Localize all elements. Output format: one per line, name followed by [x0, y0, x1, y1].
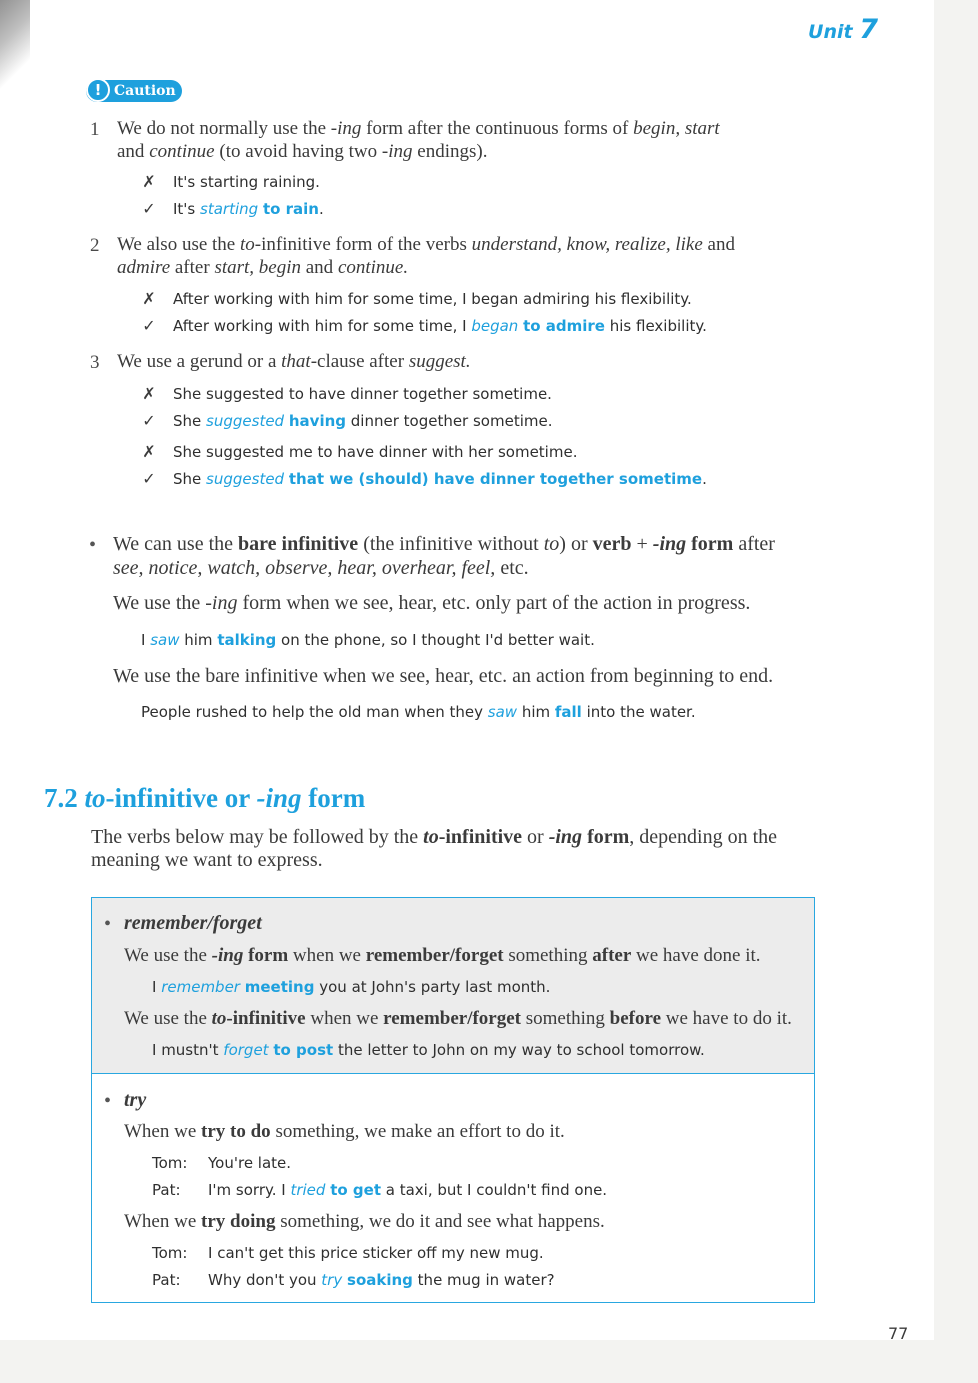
box-paragraph: When we try doing something, we do it and see what happens. [124, 1211, 605, 1232]
example-sentence: People rushed to help the old man when they saw him fall into the water. [141, 703, 696, 721]
item-text: and continue (to avoid having two -ing endings). [117, 141, 488, 162]
item-number: 3 [90, 352, 100, 373]
item-text: We do not normally use the -ing form after the continuous forms of begin, start [117, 118, 720, 139]
exclamation-icon: ! [86, 78, 110, 102]
box-heading: try [124, 1089, 147, 1111]
example-right: After working with him for some time, I began to admire his flexibility. [173, 317, 707, 335]
example-right: She suggested having dinner together sometime. [173, 412, 553, 430]
example-right: She suggested that we (should) have dinner together sometime. [173, 470, 707, 488]
dialogue-speaker: Pat: [152, 1181, 181, 1199]
bullet-icon: • [89, 534, 97, 556]
check-icon: ✓ [142, 316, 156, 335]
example-right: It's starting to rain. [173, 200, 324, 218]
dialogue-speaker: Tom: [152, 1154, 188, 1172]
section-intro: The verbs below may be followed by the to-infinitive or -ing form, depending on the [91, 826, 778, 848]
caution-badge: ! Caution [86, 80, 182, 102]
bullet-icon: • [104, 913, 112, 935]
dialogue-line: I can't get this price sticker off my new mug. [208, 1244, 544, 1262]
box-heading: remember/forget [124, 912, 262, 934]
example-sentence: I mustn't forget to post the letter to John on my way to school tomorrow. [152, 1041, 705, 1059]
dialogue-line: I'm sorry. I tried to get a taxi, but I couldn't find one. [208, 1181, 608, 1199]
dialogue-line: Why don't you try soaking the mug in water? [208, 1271, 555, 1289]
example-sentence: I saw him talking on the phone, so I thought I'd better wait. [141, 631, 595, 649]
unit-label: Unit 7 [808, 14, 878, 45]
wrong-icon: ✗ [142, 289, 156, 308]
check-icon: ✓ [142, 469, 156, 488]
item-text: We also use the to-infinitive form of the verbs understand, know, realize, like and [117, 234, 735, 255]
bare-infinitive-text: We can use the bare infinitive (the infinitive without to) or verb + -ing form after [113, 533, 775, 555]
example-wrong: She suggested me to have dinner with her sometime. [173, 443, 578, 461]
wrong-icon: ✗ [142, 172, 156, 191]
item-text: We use a gerund or a that-clause after suggest. [117, 351, 471, 372]
bullet-icon: • [104, 1090, 112, 1112]
bare-paragraph-1: We use the -ing form when we see, hear, etc. only part of the action in progress. [113, 592, 751, 614]
dialogue-line: You're late. [208, 1154, 292, 1172]
item-number: 2 [90, 235, 100, 256]
item-text: admire after start, begin and continue. [117, 257, 409, 278]
bare-paragraph-2: We use the bare infinitive when we see, hear, etc. an action from beginning to end. [113, 665, 774, 687]
item-number: 1 [90, 119, 100, 140]
check-icon: ✓ [142, 411, 156, 430]
box-paragraph: When we try to do something, we make an effort to do it. [124, 1121, 565, 1142]
example-wrong: She suggested to have dinner together sometime. [173, 385, 552, 403]
dialogue-speaker: Tom: [152, 1244, 188, 1262]
page-number: 77 [888, 1324, 909, 1343]
dialogue-speaker: Pat: [152, 1271, 181, 1289]
check-icon: ✓ [142, 199, 156, 218]
bare-infinitive-verbs: see, notice, watch, observe, hear, overhear, feel, etc. [113, 557, 529, 579]
example-sentence: I remember meeting you at John's party last month. [152, 978, 551, 996]
box-paragraph: We use the -ing form when we remember/forget something after we have done it. [124, 945, 761, 966]
scan-shadow [0, 0, 30, 120]
box-paragraph: We use the to-infinitive when we remember/forget something before we have to do it. [124, 1008, 792, 1029]
section-intro: meaning we want to express. [91, 849, 323, 871]
wrong-icon: ✗ [142, 442, 156, 461]
section-heading: 7.2 to-infinitive or -ing form [44, 783, 366, 813]
example-wrong: It's starting raining. [173, 173, 320, 191]
example-wrong: After working with him for some time, I began admiring his flexibility. [173, 290, 692, 308]
wrong-icon: ✗ [142, 384, 156, 403]
